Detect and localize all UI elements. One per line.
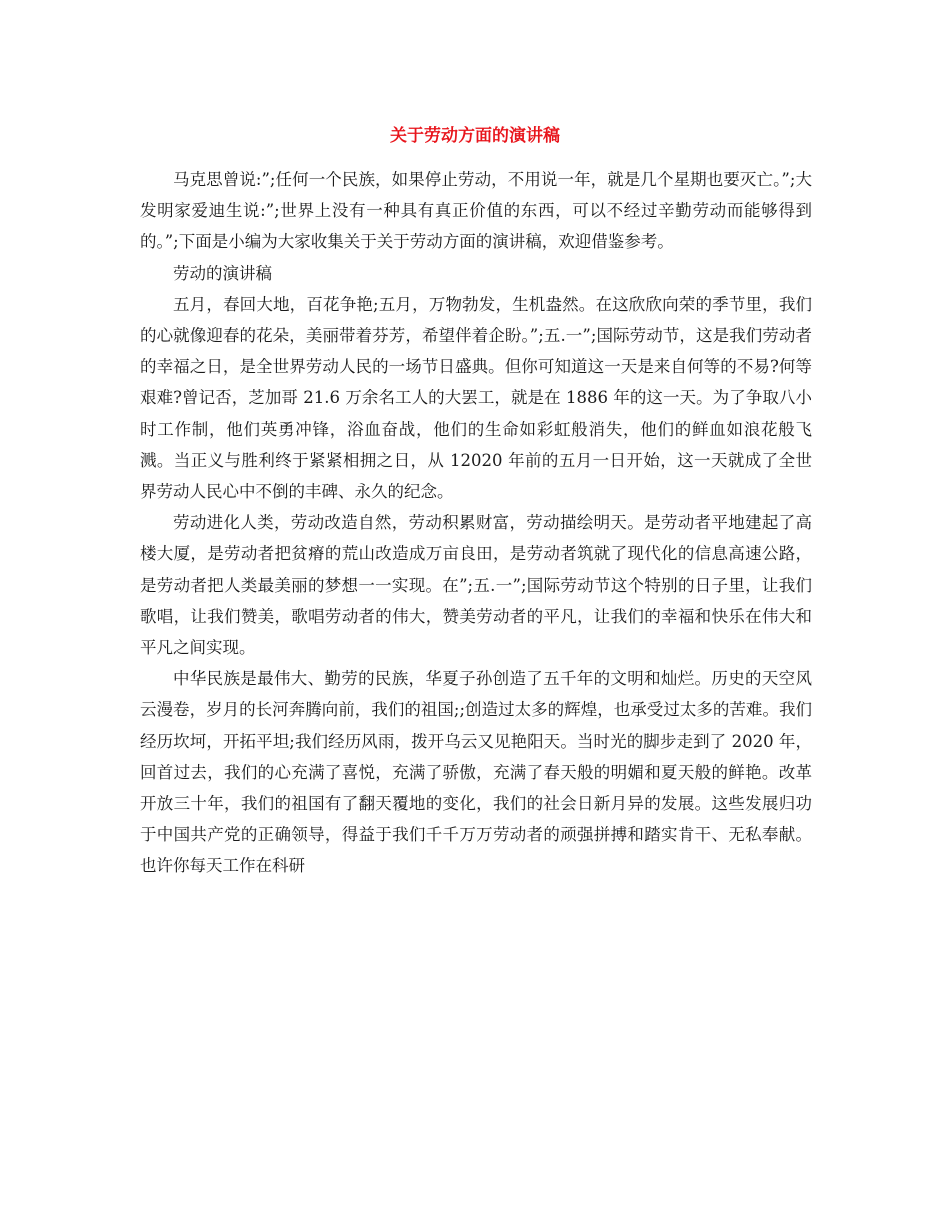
paragraph-intro: 马克思曾说:”;任何一个民族，如果停止劳动，不用说一年，就是几个星期也要灭亡。”;大发明家爱迪生说:”;世界上没有一种具有真正价值的东西，可以不经过辛勤劳动而能够得到的。”;下面是小编为大家收集关于关于劳动方面的演讲稿，欢迎借鉴参考。 <box>140 170 812 252</box>
document-body <box>140 164 812 882</box>
paragraph-subheading: 劳动的演讲稿 <box>173 263 272 283</box>
paragraph-labor-evolves: 劳动进化人类，劳动改造自然，劳动积累财富，劳动描绘明天。是劳动者平地建起了高楼大厦，是劳动者把贫瘠的荒山改造成万亩良田，是劳动者筑就了现代化的信息高速公路，是劳动者把人类最美丽的梦想一一实现。在”;五.一”;国际劳动节这个特别的日子里，让我们歌唱，让我们赞美，歌唱劳动者的伟大，赞美劳动者的平凡，让我们的幸福和快乐在伟大和平凡之间实现。 <box>140 513 812 658</box>
paragraph-may-day: 五月，春回大地，百花争艳;五月，万物勃发，生机盎然。在这欣欣向荣的季节里，我们的心就像迎春的花朵，美丽带着芬芳，希望伴着企盼。”;五.一”;国际劳动节，这是我们劳动者的幸福之日，是全世界劳动人民的一场节日盛典。但你可知道这一天是来自何等的不易?何等艰难?曾记否，芝加哥 21.6 万余名工人的大罢工，就是在 1886 年的这一天。为了争取八小时工作制，他们英勇冲锋，浴血奋战，他们的生命如彩虹般消失，他们的鲜血如浪花般飞溅。当正义与胜利终于紧紧相拥之日，从 12020 年前的五月一日开始，这一天就成了全世界劳动人民心中不倒的丰碑、永久的纪念。 <box>140 294 812 502</box>
paragraph-chinese-nation: 中华民族是最伟大、勤劳的民族，华夏子孙创造了五千年的文明和灿烂。历史的天空风云漫卷，岁月的长河奔腾向前，我们的祖国;;创造过太多的辉煌，也承受过太多的苦难。我们经历坎坷，开拓平坦;我们经历风雨，拨开乌云又见艳阳天。当时光的脚步走到了 2020 年，回首过去，我们的心充满了喜悦，充满了骄傲，充满了春天般的明媚和夏天般的鲜艳。改革开放三十年，我们的祖国有了翻天覆地的变化，我们的社会日新月异的发展。这些发展归功于中国共产党的正确领导，得益于我们千千万万劳动者的顽强拼搏和踏实肯干、无私奉献。也许你每天工作在科研 <box>140 669 812 876</box>
document-title: 关于劳动方面的演讲稿 <box>390 126 560 146</box>
